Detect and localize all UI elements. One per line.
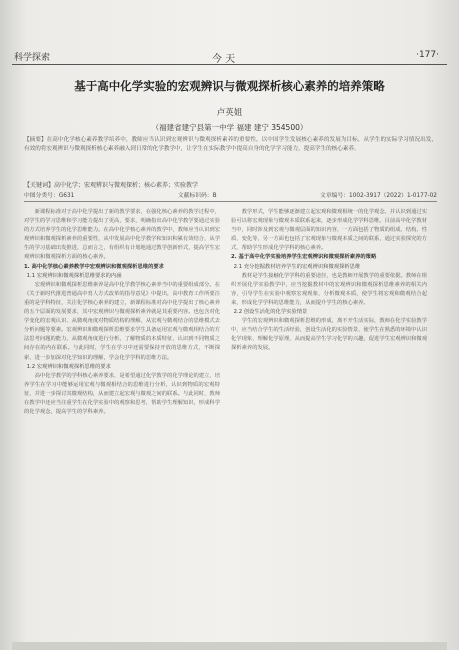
section-heading: 1.1 宏观辨识和微观探析思维要求的内涵	[26, 272, 122, 279]
paragraph: 高中化学教学的学科核心素养要求，是希望通过化学教学的化学理论的建立，培养学生在学习中能够运用宏观与微观相结合的思维进行分析，认识到物质的宏观特征，并进一步探讨其微观结构，从而建立起宏观与微观之间的联系。与此同时，教师在教学中还应当注重学生在化学实验中的观察和思考，帮助学生理解知识，形成科学的化学观念，提高学生的学科素养。	[24, 372, 220, 416]
article-title: 基于高中化学实验的宏观辨识与微观探析核心素养的培养策略	[74, 79, 385, 93]
article-number: 文章编号：1002-3917（2022）1-0177-02	[320, 193, 437, 199]
section-label: 科学探索	[14, 53, 51, 63]
body-column-left	[24, 208, 220, 417]
divider	[24, 201, 437, 202]
paragraph: 宏观辨识和微观探析思维素养是高中化学教学核心素养当中的重要组成部分。在《关于新时代推进普通高中育人方式改革的指导意见》中提出，高中教育工作所要注重的是学科特征，关注化学核心素养的建立，新课程标准对高中化学提出了核心素养的五个层面的发展要求，其中宏观辨识与微观探析素养就是其重要内容。也包含对化学变化的宏观认识、从微观角度对物质结构的理解、从宏观与微观结合的思维模式去分析问题等要素。宏观辨识和微观探析思维要求学生具备运用宏观与微观相结合的方法思考问题的能力，从微观角度进行分析，了解物质的本质特征，认识到不同物质之间存在的内在联系。与此同时，学生在学习中还需要保持开放的思维方式，不断探索，进一步加深对化学知识的理解，学会化学学科的思维方法。	[24, 281, 220, 361]
section-heading: 1. 高中化学核心素养教学中宏观辨识和微观探析思维的要求	[24, 263, 164, 270]
classification-number: 中图分类号：G631	[24, 193, 75, 199]
journal-name: 今 天	[212, 54, 236, 65]
page-number: ·177·	[416, 50, 439, 60]
body-column-right	[231, 208, 427, 354]
keywords: 【关键词】高中化学；宏观辨识与微观探析；核心素养；实验教学	[24, 182, 199, 189]
paragraph: 教学形式，学生能够逐渐建立起宏观和微观相统一的化学观念，并认识到通过实验可以将宏观现象与微观本质联系起来，逐步形成化学学科思维。目前高中化学教材当中，同时涉及到宏观与微观层面的知识内容，一方面包括了物质的组成、结构、性质、变化等，另一方面也包括了宏观现象与微观本质之间的联系，通过实验探究的方式，帮助学生形成化学学科的核心素养。	[231, 209, 427, 252]
paragraph: 学生的宏观辨识和微观探析思维的形成，离不开生活实际，教师在化学实验教学中，应当结合学生的生活经验，创设生活化的实验情景，使学生在熟悉的环境中认识化学现象，理解化学原理，从而提高学生学习化学的兴趣，促进学生宏观辨识和微观探析素养的发展。	[231, 318, 427, 352]
section-heading: 2.1 充分挖掘教材培养学生的宏观辨识和微观探析思维	[233, 263, 361, 270]
section-heading: 2.2 创设生活化的化学实验情景	[233, 309, 308, 316]
author-affiliation: （福建省建宁县第一中学 福建 建宁 354500）	[151, 123, 308, 132]
section-heading: 1.2 宏观辨识和微观探析思维的要求	[26, 363, 111, 370]
paragraph: 教材是学生接触化学学科的重要途径，也是教师开展教学的重要依据。教师在组织开展化学实验教学中，应当挖掘教材中的宏观辨识和微观探析思维素养的相关内容，引导学生在实验中观察宏观现象，分析微观本质，使学生将宏观和微观结合起来，形成化学学科的思维能力，从而提升学生的核心素养。	[231, 272, 427, 306]
abstract: 【摘要】在高中化学核心素养教学培养中，教师应当认识到宏观辨识与微观探析素养的重要性，以中国学生发展核心素养的发展为目标，从学生的实际学习情况出发，有效的将宏观辨识与微观探析核心素养融入到日常的化学教学中，让学生在实际教学中提高自身的化学学习能力，提高学生的核心素养。	[24, 137, 437, 152]
document-code: 文献标识码：B	[177, 193, 217, 199]
classification-row	[24, 190, 437, 199]
header-rule	[12, 64, 447, 65]
section-heading: 2. 基于高中化学实验培养学生宏观辨识和微观探析素养的策略	[231, 254, 377, 261]
author-name: 卢英姐	[216, 108, 243, 118]
page-bottom-edge	[12, 642, 447, 650]
paragraph: 新课程标准对于高中化学提出了新的教学要求，在强化核心素养的教学过程中，对学生的学习思维和学习能力提出了更高，要求，明确指出高中化学教学要通过实验的方式培养学生的化学思维能力。在高中化学核心素养的教学中，教师应当认识到宏观辨识和微观探析素养的重要性，从中发展高中化学教学和知识积累有效结合，从学生的学习基础出发推进，总而言之，有组织有计划地通过教学创新形式，提高学生宏观辨识和微观探析方面的核心素养。	[24, 209, 220, 261]
